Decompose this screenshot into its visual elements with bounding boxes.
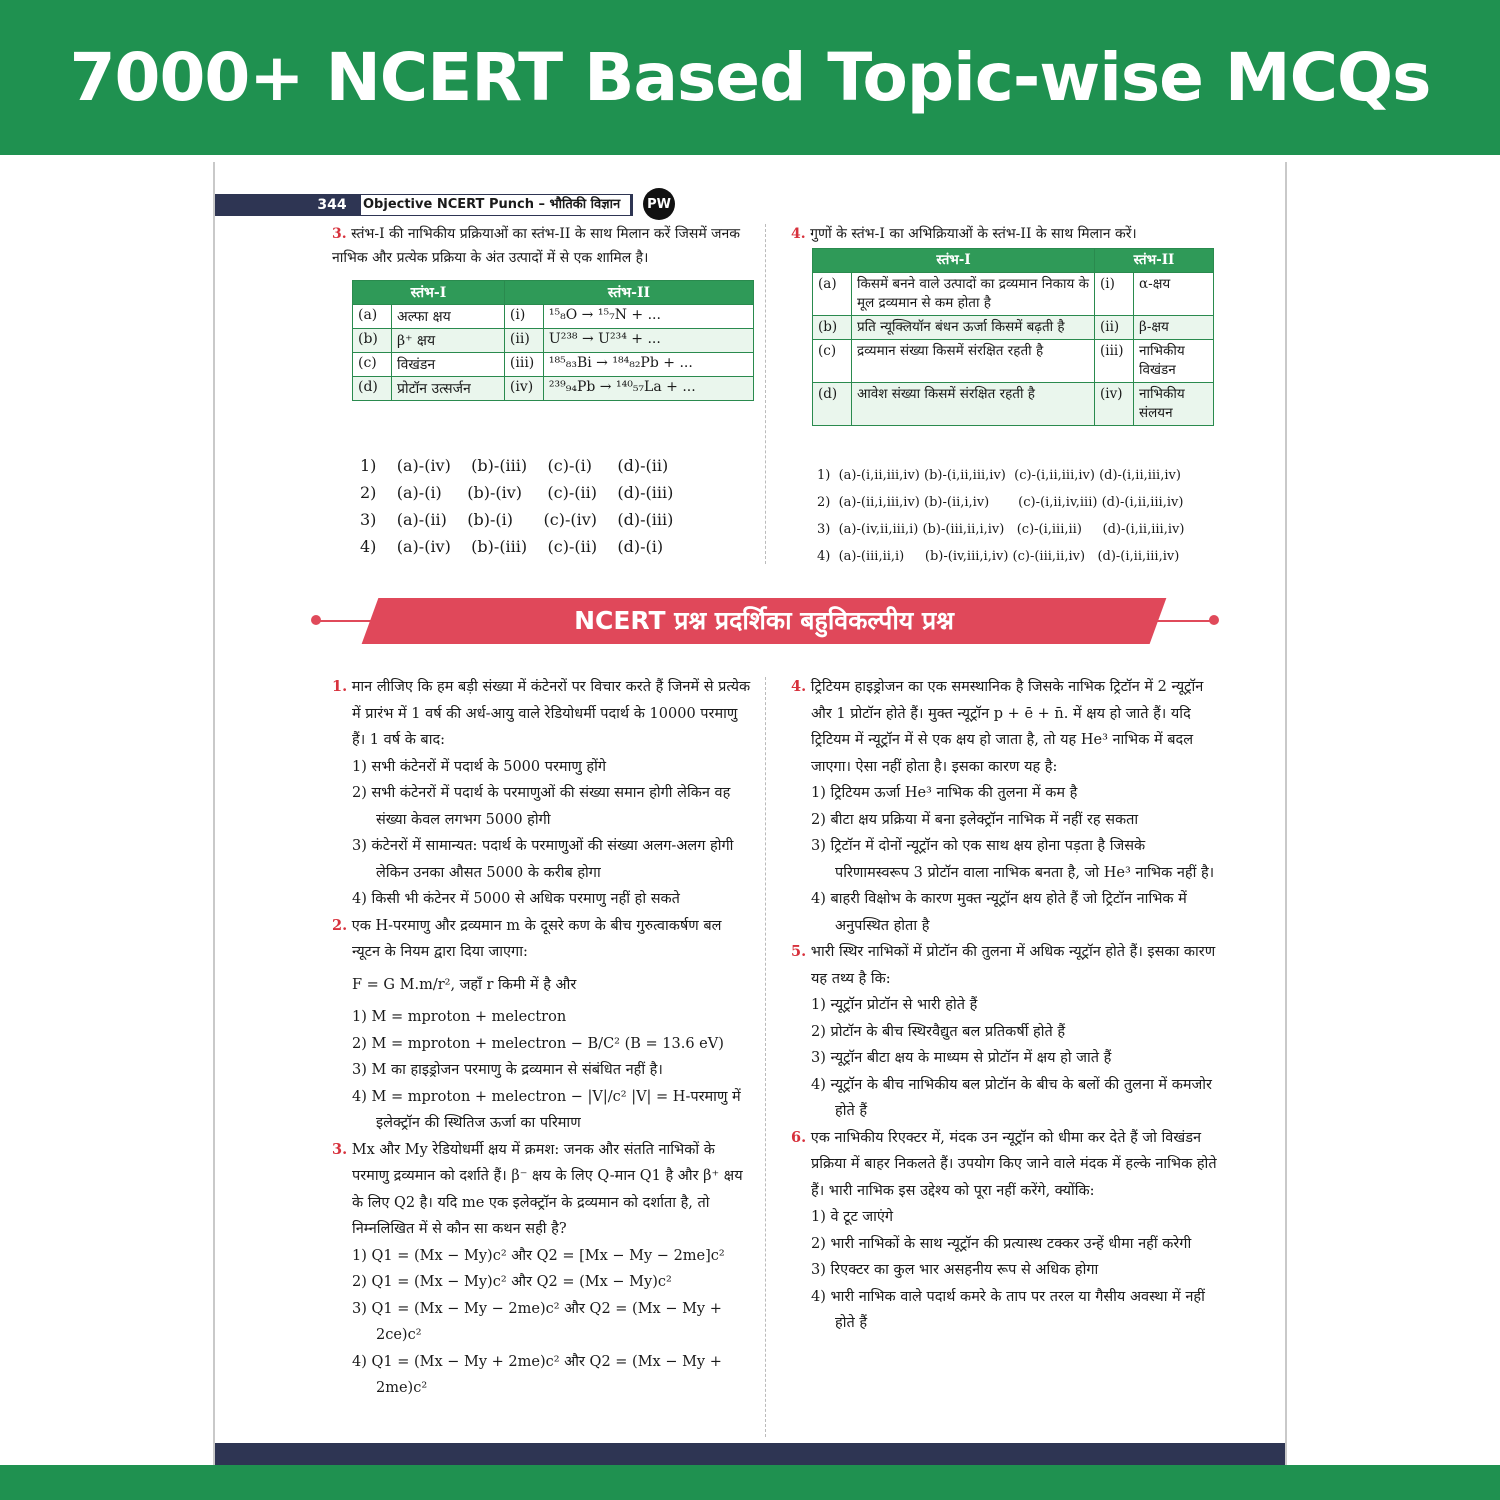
option-item: 4) (a)-(iv) (b)-(iii) (c)-(ii) (d)-(i) <box>360 537 664 556</box>
table-row <box>813 316 1214 340</box>
ribbon-dot-right <box>1209 615 1219 625</box>
option-item: 2) (a)-(ii,i,iii,iv) (b)-(ii,i,iv) (c)-(i,ii,iv,iii) (d)-(i,ii,iii,iv) <box>817 495 1184 510</box>
option-item: 3) (a)-(iv,ii,iii,i) (b)-(iii,ii,i,iv) (c)-(i,iii,ii) (d)-(i,ii,iii,iv) <box>817 522 1185 537</box>
option-item: 4) (a)-(iii,ii,i) (b)-(iv,iii,i,iv) (c)-(iii,ii,iv) (d)-(i,ii,iii,iv) <box>817 549 1180 564</box>
question-text: Mx और My रेडियोधर्मी क्षय में क्रमश: जनक और संतति नाभिकों के परमाणु द्रव्यमान को दर्शाते हैं। β⁻ क्षय के लिए Q-मान Q1 है और β⁺ क्षय के लिए Q2 है। यदि me एक इलेक्ट्रॉन के द्रव्यमान को दर्शाता है, तो निम्नलिखित में से कौन सा कथन सही है? <box>351 1141 743 1237</box>
table-cell-key: (d) <box>353 377 392 401</box>
table-cell-key: (c) <box>353 353 392 377</box>
q4-options <box>791 780 1217 939</box>
ribbon-line-left <box>315 620 375 622</box>
option-item: 1) सभी कंटेनरों में पदार्थ के 5000 परमाणु होंगे <box>352 758 607 775</box>
pw-logo: PW <box>643 188 675 220</box>
table-cell-num: (i) <box>504 305 543 329</box>
question-number: 4. <box>791 678 807 695</box>
table-cell-left: द्रव्यमान संख्या किसमें संरक्षित रहती है <box>852 340 1095 383</box>
question-text: एक H-परमाणु और द्रव्यमान m के दूसरे कण के बीच गुरुत्वाकर्षण बल न्यूटन के नियम द्वारा दिया जाएगा: <box>351 917 722 960</box>
option-item: 3) ट्रिटॉन में दोनों न्यूट्रॉन को एक साथ क्षय होना पड़ता है जिसके परिणामस्वरूप 3 प्रोटॉन वाला नाभिक बनता है, जो He³ नाभिक नहीं है। <box>811 838 1215 881</box>
table-cell-right: ¹⁸⁵₈₃Bi → ¹⁸⁴₈₂Pb + ... <box>543 353 753 377</box>
table-header-col1: स्तंभ-I <box>813 249 1095 273</box>
table-header-col2: स्तंभ-II <box>504 281 753 305</box>
question-text: गुणों के स्तंभ-I का अभिक्रियाओं के स्तंभ-II के साथ मिलान करें। <box>810 226 1137 242</box>
question-number: 3. <box>332 226 347 242</box>
table-header-col1: स्तंभ-I <box>353 281 505 305</box>
question-4 <box>791 674 1217 780</box>
table-row <box>353 353 754 377</box>
option-item: 1) न्यूट्रॉन प्रोटॉन से भारी होते हैं <box>811 997 978 1013</box>
table-cell-right: ²³⁹₉₄Pb → ¹⁴⁰₅₇La + ... <box>543 377 753 401</box>
table-cell-key: (d) <box>813 383 852 426</box>
option-item: 3) न्यूट्रॉन बीटा क्षय के माध्यम से प्रोटॉन में क्षय हो जाते हैं <box>811 1050 1112 1066</box>
option-item: 4) बाहरी विक्षोभ के कारण मुक्त न्यूट्रॉन क्षय होते हैं जो ट्रिटॉन नाभिक में अनुपस्थित होता है <box>811 891 1187 934</box>
option-item: 4) किसी भी कंटेनर में 5000 से अधिक परमाणु नहीं हो सकते <box>352 891 680 907</box>
table-cell-key: (b) <box>353 329 392 353</box>
options-left <box>360 452 673 560</box>
promo-banner <box>0 0 1500 155</box>
table-header-col2: स्तंभ-II <box>1095 249 1214 273</box>
question-6 <box>791 1125 1217 1205</box>
table-cell-left: विखंडन <box>392 353 505 377</box>
right-column <box>791 674 1217 1337</box>
question-1 <box>332 674 754 754</box>
option-item: 3) रिएक्टर का कुल भार असहनीय रूप से अधिक होगा <box>811 1262 1099 1278</box>
table-cell-num: (iv) <box>504 377 543 401</box>
q5-options <box>791 992 1217 1125</box>
table-cell-right: β-क्षय <box>1134 316 1214 340</box>
table-cell-left: प्रति न्यूक्लियॉन बंधन ऊर्जा किसमें बढ़ती है <box>852 316 1095 340</box>
bottom-bar <box>0 1465 1500 1500</box>
question-text: ट्रिटियम हाइड्रोजन का एक समस्थानिक है जिसके नाभिक ट्रिटॉन में 2 न्यूट्रॉन और 1 प्रोटॉन होते हैं। मुक्त न्यूट्रॉन p + ē + n̄. में क्षय हो जाते हैं। यदि ट्रिटियम में न्यूट्रॉन में से एक क्षय हो जाता है, तो यह He³ नाभिक में बदल जाएगा। ऐसा नहीं होता है। इसका कारण यह है: <box>810 679 1204 775</box>
table-cell-right: ¹⁵₈O → ¹⁵₇N + ... <box>543 305 753 329</box>
option-item: 1) Q1 = (Mx − My)c² और Q2 = [Mx − My − 2me]c² <box>352 1247 725 1264</box>
question-number: 2. <box>332 916 348 934</box>
table-row <box>353 305 754 329</box>
option-item: 1) वे टूट जाएंगे <box>811 1209 894 1225</box>
table-cell-key: (c) <box>813 340 852 383</box>
option-item: 2) M = mproton + melectron − B/C² (B = 13.6 eV) <box>352 1035 724 1052</box>
q2-options <box>332 1004 754 1137</box>
q3-options <box>332 1243 754 1402</box>
option-item: 4) भारी नाभिक वाले पदार्थ कमरे के ताप पर तरल या गैसीय अवस्था में नहीं होते हैं <box>811 1288 1205 1331</box>
column-divider-bottom <box>765 677 767 1437</box>
option-item: 2) सभी कंटेनरों में पदार्थ के परमाणुओं की संख्या समान होगी लेकिन वह संख्या केवल लगभग 5000 होगी <box>352 785 731 828</box>
table-cell-key: (a) <box>353 305 392 329</box>
option-item: 1) (a)-(iv) (b)-(iii) (c)-(i) (d)-(ii) <box>360 456 669 475</box>
table-cell-num: (iii) <box>1095 340 1134 383</box>
page-number: 344 <box>317 197 347 213</box>
option-item: 2) (a)-(i) (b)-(iv) (c)-(ii) (d)-(iii) <box>360 483 674 502</box>
option-item: 3) M का हाइड्रोजन परमाणु के द्रव्यमान से संबंधित नहीं है। <box>352 1062 663 1078</box>
table-cell-num: (ii) <box>504 329 543 353</box>
table-cell-num: (i) <box>1095 273 1134 316</box>
table-cell-left: आवेश संख्या किसमें संरक्षित रहती है <box>852 383 1095 426</box>
table-row <box>813 340 1214 383</box>
match-table-right <box>812 248 1214 426</box>
question-5 <box>791 939 1217 992</box>
question-3 <box>332 1137 754 1243</box>
question-number: 4. <box>791 226 806 242</box>
banner-title: 7000+ NCERT Based Topic-wise MCQs <box>69 39 1431 116</box>
table-cell-right: नाभिकीय संलयन <box>1134 383 1214 426</box>
option-item: 1) M = mproton + melectron <box>352 1009 567 1025</box>
question-number: 1. <box>332 678 348 695</box>
question-number: 5. <box>791 943 807 960</box>
top-left-question <box>332 222 754 270</box>
option-item: 4) न्यूट्रॉन के बीच नाभिकीय बल प्रोटॉन के बीच के बलों की तुलना में कमजोर होते हैं <box>811 1076 1212 1119</box>
option-item: 2) Q1 = (Mx − My)c² और Q2 = (Mx − My)c² <box>352 1274 672 1290</box>
option-item: 1) (a)-(i,ii,iii,iv) (b)-(i,ii,iii,iv) (c)-(i,ii,iii,iv) (d)-(i,ii,iii,iv) <box>817 468 1181 483</box>
option-item: 3) (a)-(ii) (b)-(i) (c)-(iv) (d)-(iii) <box>360 510 674 529</box>
question-2 <box>332 913 754 966</box>
question-text: एक नाभिकीय रिएक्टर में, मंदक उन न्यूट्रॉन को धीमा कर देते हैं जो विखंडन प्रक्रिया में बाहर निकलते हैं। उपयोग किए जाने वाले मंदक में हल्के नाभिक होते हैं। भारी नाभिक इस उद्देश्य को पूरा नहीं करेंगे, क्योंकि: <box>810 1129 1217 1199</box>
question-text: मान लीजिए कि हम बड़ी संख्या में कंटेनरों पर विचार करते हैं जिनमें से प्रत्येक में प्रारंभ में 1 वर्ष की अर्ध-आयु वाले रेडियोधर्मी पदार्थ के 10000 परमाणु हैं। 1 वर्ष के बाद: <box>351 679 751 748</box>
table-cell-right: नाभिकीय विखंडन <box>1134 340 1214 383</box>
table-row <box>353 329 754 353</box>
q1-options <box>332 754 754 913</box>
question-number: 6. <box>791 1128 807 1146</box>
table-cell-left: अल्फा क्षय <box>392 305 505 329</box>
option-item: 3) Q1 = (Mx − My − 2me)c² और Q2 = (Mx − My + 2ce)c² <box>352 1300 722 1343</box>
table-cell-key: (a) <box>813 273 852 316</box>
option-item: 1) ट्रिटियम ऊर्जा He³ नाभिक की तुलना में कम है <box>811 785 1078 801</box>
table-cell-key: (b) <box>813 316 852 340</box>
question-number: 3. <box>332 1140 348 1158</box>
option-item: 2) प्रोटॉन के बीच स्थिरवैद्युत बल प्रतिकर्षी होते हैं <box>811 1023 1066 1040</box>
table-cell-left: किसमें बनने वाले उत्पादों का द्रव्यमान निकाय के मूल द्रव्यमान से कम होता है <box>852 273 1095 316</box>
table-row <box>813 383 1214 426</box>
table-cell-right: U²³⁸ → U²³⁴ + ... <box>543 329 753 353</box>
question-text: भारी स्थिर नाभिकों में प्रोटॉन की तुलना में अधिक न्यूट्रॉन होते हैं। इसका कारण यह तथ्य है कि: <box>810 944 1216 987</box>
q2-formula: F = G M.m/r², जहाँ r किमी में है और <box>352 976 577 993</box>
section-title: NCERT प्रश्न प्रदर्शिका बहुविकल्पीय प्रश्न <box>574 606 954 635</box>
page-footer-bar <box>215 1443 1285 1465</box>
table-cell-right: α-क्षय <box>1134 273 1214 316</box>
option-item: 4) M = mproton + melectron − |V|/c² |V| = H-परमाणु में इलेक्ट्रॉन की स्थितिज ऊर्जा का परिमाण <box>352 1088 741 1131</box>
q6-options <box>791 1204 1217 1337</box>
page-header-title: Objective NCERT Punch – भौतिकी विज्ञान <box>361 195 630 215</box>
option-item: 2) भारी नाभिकों के साथ न्यूट्रॉन की प्रत्यास्थ टक्कर उन्हें धीमा नहीं करेगी <box>811 1235 1192 1252</box>
table-cell-left: प्रोटॉन उत्सर्जन <box>392 377 505 401</box>
match-table-left <box>352 280 754 401</box>
table-cell-num: (iii) <box>504 353 543 377</box>
option-item: 3) कंटेनरों में सामान्यत: पदार्थ के परमाणुओं की संख्या अलग-अलग होगी लेकिन उनका औसत 5000 के करीब होगा <box>352 838 734 881</box>
option-item: 4) Q1 = (Mx − My + 2me)c² और Q2 = (Mx − My + 2me)c² <box>352 1353 722 1396</box>
options-right <box>817 462 1184 570</box>
table-row <box>353 377 754 401</box>
book-page <box>213 162 1287 1465</box>
table-cell-num: (ii) <box>1095 316 1134 340</box>
table-cell-left: β⁺ क्षय <box>392 329 505 353</box>
ribbon-dot-left <box>311 615 321 625</box>
top-right-question <box>791 222 1221 246</box>
ribbon-line-right <box>1153 620 1213 622</box>
column-divider-top <box>765 224 767 564</box>
option-item: 2) बीटा क्षय प्रक्रिया में बना इलेक्ट्रॉन नाभिक में नहीं रह सकता <box>811 811 1139 828</box>
question-text: स्तंभ-I की नाभिकीय प्रक्रियाओं का स्तंभ-II के साथ मिलान करें जिसमें जनक नाभिक और प्रत्येक प्रक्रिया के अंत उत्पादों में से एक शामिल है। <box>332 226 741 266</box>
table-cell-num: (iv) <box>1095 383 1134 426</box>
table-row <box>813 273 1214 316</box>
left-column <box>332 674 754 1402</box>
